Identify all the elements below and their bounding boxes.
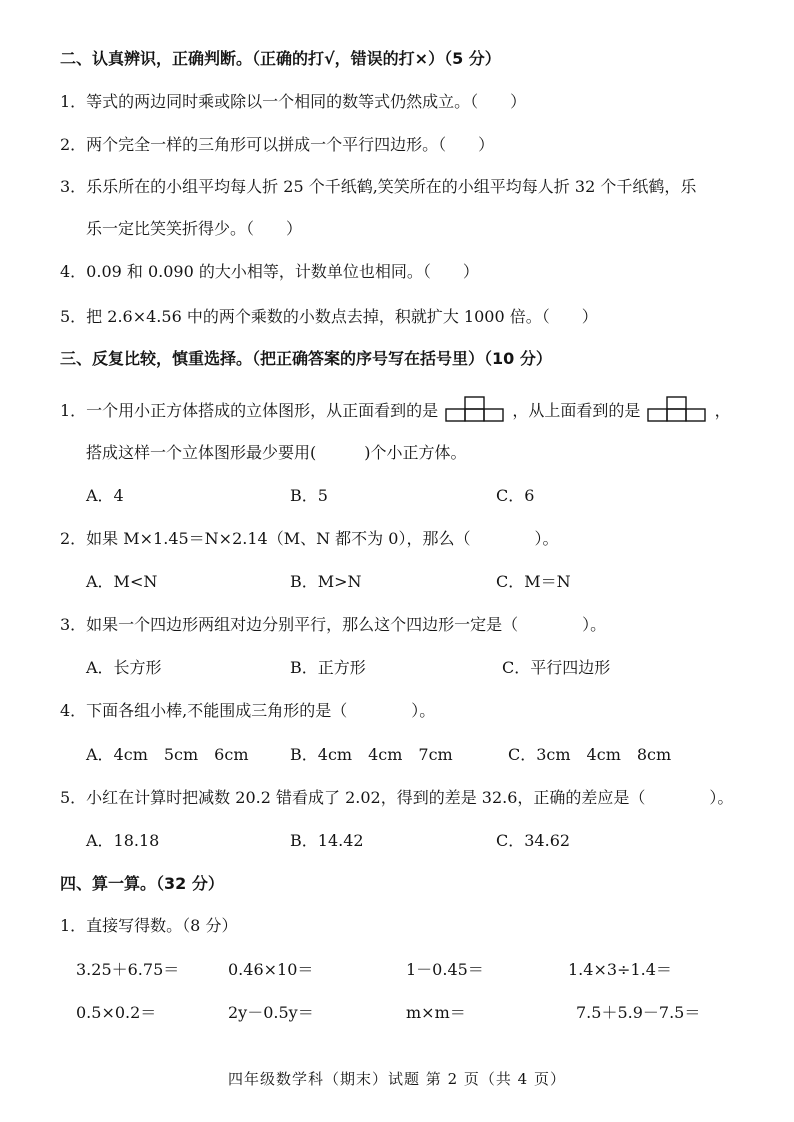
judge-item-3-line2: 乐一定比笑笑折得少。（ ） xyxy=(86,219,303,238)
judge-item-3-line1: 3．乐乐所在的小组平均每人折 25 个千纸鹤,笑笑所在的小组平均每人折 32 个千纸鹤，乐 xyxy=(60,177,697,196)
section-two-heading: 二、认真辨识，正确判断。（正确的打√，错误的打×）（5 分） xyxy=(60,49,501,68)
judge-item-1: 1．等式的两边同时乘或除以一个相同的数等式仍然成立。（ ） xyxy=(60,92,527,111)
choice-q3-option-b: B．正方形 xyxy=(290,658,366,677)
choice-q1-option-b: B．5 xyxy=(290,486,328,505)
choice-q1-text-c: ， xyxy=(714,401,731,420)
front-view-figure xyxy=(445,396,505,422)
choice-q4-option-a: A．4cm 5cm 6cm xyxy=(86,745,249,764)
choice-q1-option-c: C．6 xyxy=(496,486,535,505)
page-footer: 四年级数学科（期末）试题 第 2 页（共 4 页） xyxy=(228,1070,566,1088)
calc-item: 1.4×3÷1.4＝ xyxy=(568,960,672,979)
choice-q2-option-c: C．M＝N xyxy=(496,572,571,591)
calc-sub1-title: 1．直接写得数。（8 分） xyxy=(60,916,238,935)
choice-q1-option-a: A．4 xyxy=(86,486,124,505)
calc-item: 3.25＋6.75＝ xyxy=(76,960,180,979)
choice-q5-text: 5．小红在计算时把减数 20.2 错看成了 2.02，得到的差是 32.6，正确的差应是（ ）。 xyxy=(60,788,734,807)
top-view-figure xyxy=(647,396,707,422)
choice-q1-text-a: 1．一个用小正方体搭成的立体图形，从正面看到的是 xyxy=(60,401,439,420)
choice-q4-option-b: B．4cm 4cm 7cm xyxy=(290,745,453,764)
calc-item: m×m＝ xyxy=(406,1003,466,1022)
judge-item-5: 5．把 2.6×4.56 中的两个乘数的小数点去掉，积就扩大 1000 倍。（ ） xyxy=(60,307,598,326)
choice-q4-text: 4．下面各组小棒,不能围成三角形的是（ ）。 xyxy=(60,701,436,720)
choice-q5-option-a: A．18.18 xyxy=(86,831,160,850)
choice-q3-option-c: C．平行四边形 xyxy=(502,658,611,677)
judge-item-4: 4．0.09 和 0.090 的大小相等，计数单位也相同。（ ） xyxy=(60,262,479,281)
choice-q2-text: 2．如果 M×1.45＝N×2.14（M、N 都不为 0），那么（ ）。 xyxy=(60,529,559,548)
section-four-heading: 四、算一算。（32 分） xyxy=(60,874,224,893)
judge-item-2: 2．两个完全一样的三角形可以拼成一个平行四边形。（ ） xyxy=(60,135,495,154)
calc-item: 0.46×10＝ xyxy=(228,960,314,979)
calc-item: 2y－0.5y＝ xyxy=(228,1003,314,1022)
choice-q3-option-a: A．长方形 xyxy=(86,658,162,677)
section-three-heading: 三、反复比较，慎重选择。（把正确答案的序号写在括号里）（10 分） xyxy=(60,349,552,368)
calc-item: 0.5×0.2＝ xyxy=(76,1003,157,1022)
choice-q2-option-b: B．M>N xyxy=(290,572,362,591)
choice-q3-text: 3．如果一个四边形两组对边分别平行，那么这个四边形一定是（ ）。 xyxy=(60,615,607,634)
choice-q5-option-c: C．34.62 xyxy=(496,831,571,850)
choice-q1-text-b: ，从上面看到的是 xyxy=(512,401,641,420)
choice-q4-option-c: C．3cm 4cm 8cm xyxy=(508,745,672,764)
calc-item: 7.5＋5.9－7.5＝ xyxy=(576,1003,701,1022)
choice-q5-option-b: B．14.42 xyxy=(290,831,364,850)
choice-q1-line2: 搭成这样一个立体图形最少要用( )个小正方体。 xyxy=(86,443,467,462)
choice-q1-line1 xyxy=(60,396,731,422)
choice-q2-option-a: A．M<N xyxy=(86,572,158,591)
calc-item: 1－0.45＝ xyxy=(406,960,484,979)
